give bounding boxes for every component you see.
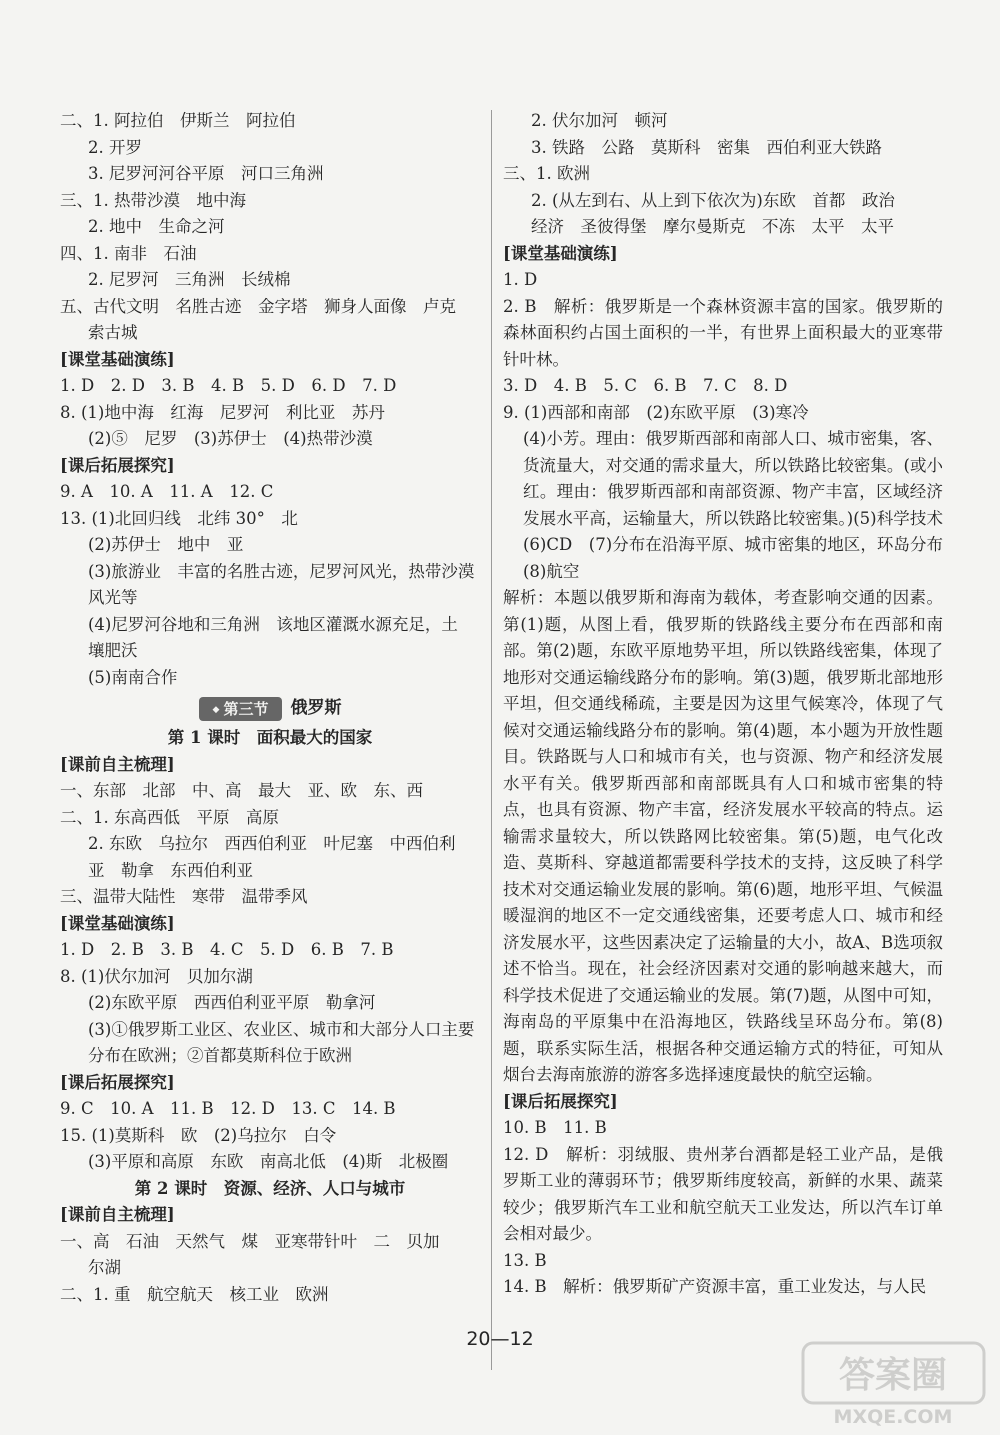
section-heading: [ 课前自主梳理 ] (60, 1202, 480, 1229)
section-title-text: 俄罗斯 (290, 698, 342, 718)
answer-line: (3)平原和高原 东欧 南高北低 (4)斯 北极圈 (88, 1152, 449, 1171)
answer-2-paragraph: 2. B 解析：俄罗斯是一个森林资源丰富的国家。俄罗斯的森林面积约占国土面积的一半，有世界上面积最大的亚寒带针叶林。 (503, 296, 943, 369)
answer-line: 9. C 10. A 11. B 12. D 13. C 14. B (60, 1099, 396, 1118)
answer-9-analysis: 解析：本题以俄罗斯和海南为载体，考查影响交通的因素。第(1)题，从图上看，俄罗斯的铁路线主要分布在西部和南部。第(2)题，东欧平原地势平坦，所以铁路线密集，体现了地形对交通运输线路分布的影响。第(3)题，俄罗斯北部地形平坦，但交通线稀疏，主要是因为这里气候寒冷，体现了气候对交通运输线路分布的影响。第(4)题，本小题为开放性题目。铁路既与人口和城市有关，也与资源、物产和经济发展水平有关。俄罗斯西部和南部既具有人口和城市密集的特点，也具有资源、物产丰富，经济发展水平较高的特点。运输需求量较大，所以铁路网比较密集。第(5)题，电气化改造、莫斯科、穿越道都需要科学技术的支持，这反映了科学技术对交通运输业发展的影响。第(6)题，地形平坦、气候温暖湿润的地区不一定交通线密集，还要考虑人口、城市和经济发展水平，这些因素决定了运输量的大小，故A、B选项叙述不恰当。现在，社会经济因素对交通的影响越来越大，而科学技术促进了交通运输业的发展。第(7)题，从图中可知，海南岛的平原集中在沿海地区，铁路线呈环岛分布。第(8)题，联系实际生活，根据各种交通运输方式的特征，可知从烟台去海南旅游的游客多选择速度最快的航空运输。 (503, 588, 943, 1084)
answer-line: 3. 铁路 公路 莫斯科 密集 西伯利亚大铁路 (531, 137, 882, 157)
answer-line: 五、古代文明 名胜古迹 金字塔 狮身人面像 卢克 (60, 296, 456, 316)
answer-line: (2)苏伊士 地中 亚 (88, 535, 244, 554)
answer-line: 15. (1)莫斯科 欧 (2)乌拉尔 白令 (60, 1125, 337, 1145)
answer-line: 1. D 2. B 3. B 4. C 5. D 6. B 7. B (60, 940, 394, 959)
answer-line: 一、东部 北部 中、高 最大 亚、欧 东、西 (60, 781, 423, 800)
answer-line: 8. (1)地中海 红海 尼罗河 利比亚 苏丹 (60, 402, 385, 422)
answer-line: 14. B 解析：俄罗斯矿产资源丰富，重工业发达，与人民 (503, 1277, 927, 1296)
answer-line: 8. (1)伏尔加河 贝加尔湖 (60, 966, 253, 986)
section-title (60, 691, 480, 725)
answer-line: 壤肥沃 (88, 641, 138, 660)
lesson-title: 第 1 课时 面积最大的国家 (167, 728, 373, 747)
answer-line: 9. (1)西部和南部 (2)东欧平原 (3)寒冷 (503, 402, 809, 422)
answer-line: 三、1. 欧洲 (503, 164, 590, 183)
answer-line: 亚 勒拿 东西伯利亚 (88, 860, 253, 880)
left-column (60, 108, 480, 1308)
answer-line: 10. B 11. B (503, 1118, 607, 1137)
right-mid-block (503, 373, 943, 426)
answer-12-paragraph: 12. D 解析：羽绒服、贵州茅台酒都是轻工业产品，是俄罗斯工业的薄弱环节；俄罗斯纬度较高，新鲜的水果、蔬菜较少；俄罗斯汽车工业和航空航天工业发达，所以汽车订单会相对最少。 (503, 1144, 943, 1243)
section-heading: [ 课堂基础演练 ] (60, 347, 480, 374)
answer-line: 分布在欧洲；②首都莫斯科位于欧洲 (88, 1046, 352, 1065)
answer-line: 二、1. 阿拉伯 伊斯兰 阿拉伯 (60, 111, 296, 130)
answer-line: 三、温带大陆性 寒带 温带季风 (60, 887, 308, 906)
section-heading: [ 课前自主梳理 ] (60, 752, 480, 779)
answer-line: 3. D 4. B 5. C 6. B 7. C 8. D (503, 376, 788, 395)
answer-line: 风光等 (88, 588, 138, 607)
page-number: 20—12 (466, 1328, 534, 1350)
section-heading: [ 课堂基础演练 ] (60, 911, 480, 938)
answer-line: 2. 地中 生命之河 (88, 217, 225, 236)
answer-line: 2. (从左到右、从上到下依次为)东欧 首都 政治 (531, 190, 895, 210)
answer-line: 三、1. 热带沙漠 地中海 (60, 190, 246, 210)
right-top-block (503, 108, 943, 294)
answer-line: 二、1. 东高西低 平原 高原 (60, 807, 279, 827)
answer-line: 经济 圣彼得堡 摩尔曼斯克 不冻 太平 太平 (531, 217, 894, 236)
column-divider (491, 110, 492, 1370)
answer-line: 四、1. 南非 石油 (60, 243, 197, 263)
answer-line: 尔湖 (88, 1258, 121, 1277)
answer-line: 索古城 (88, 323, 138, 342)
answer-line: 1. D (503, 270, 538, 289)
section-heading: [ 课后拓展探究 ] (60, 1070, 480, 1097)
lesson-title: 第 2 课时 资源、经济、人口与城市 (134, 1178, 406, 1198)
watermark-logo (801, 1339, 986, 1429)
answer-line: 13. B (503, 1250, 547, 1270)
answer-line: 3. 尼罗河河谷平原 河口三角洲 (88, 164, 324, 183)
right-column (503, 108, 960, 1301)
answer-line: 9. A 10. A 11. A 12. C (60, 482, 274, 501)
answer-line: 二、1. 重 航空航天 核工业 欧洲 (60, 1284, 329, 1304)
section-heading: [ 课后拓展探究 ] (503, 1089, 943, 1116)
answer-line: 1. D 2. D 3. B 4. B 5. D 6. D 7. D (60, 376, 397, 395)
answer-line: 13. (1)北回归线 北纬 30° 北 (60, 508, 298, 528)
answer-line: (3)①俄罗斯工业区、农业区、城市和大部分人口主要 (88, 1019, 475, 1039)
section-badge: ◆ 第三节 (199, 697, 283, 721)
answer-line: (4)尼罗河谷地和三角洲 该地区灌溉水源充足，土 (88, 614, 458, 634)
answer-9-paragraph: (4)小芳。理由：俄罗斯西部和南部人口、城市密集，客、货流量大，对交通的需求量大，所以铁路比较密集。(或小红。理由：俄罗斯西部和南部资源、物产丰富，区域经济发展水平高，运输量大，所以铁路比较密集。)(5)科学技术 (6)CD (7)分布在沿海平原、城市密集的地区，环岛分布 (8)航空 (523, 429, 960, 581)
answer-line: 2. 开罗 (88, 137, 142, 157)
section-heading: [ 课堂基础演练 ] (503, 241, 943, 268)
answer-line: 一、高 石油 天然气 煤 亚寒带针叶 二 贝加 (60, 1231, 440, 1251)
answer-line: 2. 尼罗河 三角洲 长绒棉 (88, 270, 291, 289)
answer-line: (2)⑤ 尼罗 (3)苏伊士 (4)热带沙漠 (88, 429, 373, 448)
answer-line: (2)东欧平原 西西伯利亚平原 勒拿河 (88, 993, 376, 1012)
section-heading: [ 课后拓展探究 ] (60, 453, 480, 480)
answer-line: (5)南南合作 (88, 667, 178, 687)
answer-line: 2. 伏尔加河 顿河 (531, 111, 668, 130)
answer-line: 2. 东欧 乌拉尔 西西伯利亚 叶尼塞 中西伯利 (88, 834, 456, 853)
watermark-text: 答案圈 (838, 1355, 948, 1396)
answer-line: (3)旅游业 丰富的名胜古迹，尼罗河风光，热带沙漠 (88, 561, 475, 581)
watermark-url: MXQE.COM (833, 1406, 953, 1428)
